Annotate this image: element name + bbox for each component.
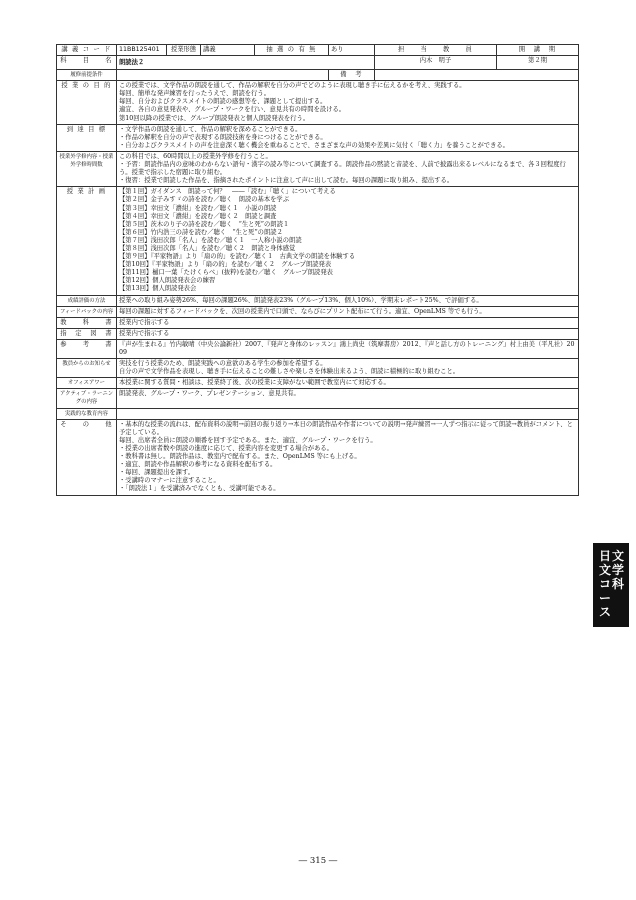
- content-line: 【第10回】『平家物語』より「扇の的」を読む／聴く２ グループ朗読発表: [119, 261, 332, 269]
- content-line: [119, 410, 576, 418]
- row-label: 授 業 計 画: [57, 187, 117, 295]
- content-line: ・適宜、朗読や作品解釈の参考になる資料を配布する。: [119, 461, 277, 469]
- content-line: 【第９回】『平家物語』より「扇の的」を読む／聴く１ 古典文学の朗読を体験する: [119, 253, 356, 261]
- content-row: [57, 317, 579, 328]
- row-label: 到 達 目 標: [57, 124, 117, 151]
- row-label: 教員からのお知らせ: [57, 359, 117, 378]
- content-line: 【第７回】浅田次郎「名人」を読む／聴く１ 一人称小説の朗読: [119, 236, 302, 244]
- content-line: 【第３回】幸田文「濃紺」を読む／聴く１ 小説の朗読: [119, 204, 277, 212]
- content-line: 毎回の課題に対するフィードバックを、次回の授業内で口頭で、ならびにプリント配布にて行う。適宜、OpenLMS 等でも行う。: [119, 307, 486, 315]
- period-label: 開 講 期: [497, 45, 579, 56]
- content-line: 毎回、自分およびクラスメイトの朗読の感想等を、課題として提出する。: [119, 98, 327, 106]
- content-line: ・作品の解釈を自分の声で表現する朗読技術を身につけることができる。: [119, 133, 327, 141]
- content-line: 本授業に関する質問・相談は、授業終了後、次の授業に支障がない範囲で教室内にて対応する。: [119, 379, 390, 387]
- lottery-label: 抽 選 の 有 無: [255, 45, 329, 56]
- prereq-label: 履修前提条件: [57, 70, 117, 81]
- content-line: 【第２回】金子みすゞの詩を読む／聴く 朗読の基本を学ぶ: [119, 196, 290, 204]
- content-line: 朗読発表、グループ・ワーク、プレゼンテーション、意見共有。: [119, 390, 300, 398]
- content-line: この科目では、60時間以上の授業外学修を行うこと。: [119, 152, 272, 160]
- content-row: [57, 389, 579, 408]
- course-code-label: 講 義 コ ー ド: [57, 45, 117, 56]
- content-line: ・復習：授業で朗読した作品を、指摘されたポイントに注意して声に出して読む。毎回の課題に取り組み、提出する。: [119, 177, 454, 185]
- content-line: ・「朗読法１」を受講済みでなくとも、受講可能である。: [119, 485, 280, 493]
- content-line: 【第13回】個人朗読発表会: [119, 285, 197, 293]
- content-row: [57, 81, 579, 124]
- row-label: 授 業 の 目 的: [57, 81, 117, 124]
- content-row: [57, 295, 579, 306]
- format-value: 講義: [201, 45, 255, 56]
- row-label: 指 定 図 書: [57, 328, 117, 339]
- content-row: [57, 339, 579, 358]
- subject-label: 科 目 名: [57, 56, 117, 70]
- content-line: 授業内で指示する: [119, 318, 170, 326]
- content-row: [57, 419, 579, 495]
- row-label: 実践的な教育内容: [57, 408, 117, 419]
- teacher-label: 担 当 教 員: [375, 45, 497, 56]
- content-row: [57, 359, 579, 378]
- content-line: 毎回、簡単な発声練習を行ったうえで、朗読を行う。: [119, 90, 270, 98]
- notes-label: 備 考: [329, 70, 375, 81]
- content-line: 実技を行う授業のため、朗読実践への意欲のある学生の参加を希望する。: [119, 360, 327, 368]
- content-row: [57, 328, 579, 339]
- content-line: ・予習：朗読作品内の意味のわからない語句・漢字の読み等について調査する。朗読作品の黙読と音読を、人前で披露出来るレベルになるまで、各３回程度行う。授業で指示した宿題に取り組む。: [119, 161, 566, 177]
- content-line: 【第11回】樋口一葉「たけくらべ」(抜粋)を読む／聴く グループ朗読発表: [119, 269, 333, 277]
- content-line: 【第４回】幸田文「濃紺」を読む／聴く２ 朗読と調査: [119, 212, 277, 220]
- row-label: 参 考 書: [57, 339, 117, 358]
- row-content: [117, 317, 579, 328]
- row-content: [117, 124, 579, 151]
- row-content: [117, 151, 579, 186]
- syllabus-table: [56, 44, 579, 496]
- row-content: [117, 359, 579, 378]
- content-line: 『声が生まれる』竹内敏晴（中央公論新社）2007、『発声と身体のレッスン』鴻上尚史（筑摩書房）2012、『声と話し方のトレーニング』村上由美（平凡社）2009: [119, 340, 575, 356]
- row-label: フィードバックの内容: [57, 306, 117, 317]
- content-line: ・教科書は無し。朗読作品は、教室内で配布する。また、OpenLMS 等にも上げる。: [119, 453, 361, 461]
- row-label: 教 科 書: [57, 317, 117, 328]
- teacher-name: 内木 明子: [375, 56, 497, 70]
- content-line: ・文学作品の朗読を通して、作品の解釈を深めることができる。: [119, 125, 302, 133]
- section-side-tab: [593, 543, 629, 627]
- content-line: ・自分およびクラスメイトの声を注意深く聴く機会を重ねることで、さまざまな声の効果や差異に気付く「聴く力」を養うことができる。: [119, 141, 509, 149]
- row-content: [117, 389, 579, 408]
- content-rows: [57, 81, 579, 495]
- content-line: 【第８回】浅田次郎「名人」を読む／聴く２ 朗読と身体感覚: [119, 244, 296, 252]
- row-label: そ の 他: [57, 419, 117, 495]
- period-value: 第２期: [497, 56, 579, 70]
- content-line: ・受講時のマナーに注意すること。: [119, 477, 220, 485]
- content-line: 適宜、各自の意見発表や、グループ・ワークを行い、意見共有の時間を設ける。: [119, 106, 346, 114]
- row-content: [117, 295, 579, 306]
- content-line: 【第５回】茨木のり子の詩を読む／聴く “生と死”の朗読１: [119, 220, 290, 228]
- content-line: ・基本的な授業の流れは、配布資料の説明→前回の振り返り→本日の朗読作品や作者についての説明→発声練習→一人ずつ指示に従って朗読→教員がコメント、と予定している。: [119, 420, 573, 436]
- content-line: ・毎回、課題提出を課す。: [119, 469, 195, 477]
- content-line: この授業では、文学作品の朗読を通して、作品の解釈を自分の声でどのように表現し聴き手に伝えるかを考え、実践する。: [119, 82, 466, 90]
- content-line: 【第６回】竹内浩三の詩を読む／聴く “生と死”の朗読２: [119, 228, 283, 236]
- side-tab-course: 日文コース: [598, 549, 611, 619]
- content-row: [57, 408, 579, 419]
- row-content: [117, 378, 579, 389]
- content-line: 授業への取り組み姿勢26%、毎回の課題26%、朗読発表23%（グループ13%、個人10%）、学期末レポート25%、で評価する。: [119, 296, 483, 304]
- content-line: 第10回以降の授業では、グループ朗読発表と個人朗読発表を行う。: [119, 114, 310, 122]
- content-row: [57, 187, 579, 295]
- lottery-value: あり: [329, 45, 375, 56]
- format-label: 授業形態: [167, 45, 201, 56]
- content-line: 授業内で指示する: [119, 329, 170, 337]
- notes-value: [375, 70, 579, 81]
- content-line: 毎回、出席者全員に朗読の順番を回す予定である。また、適宜、グループ・ワークを行う。: [119, 436, 377, 444]
- row-label: アクティブ・ラーニングの内容: [57, 389, 117, 408]
- row-content: [117, 328, 579, 339]
- content-row: [57, 306, 579, 317]
- course-code-value: 11BB125401: [117, 45, 167, 56]
- row-content: [117, 339, 579, 358]
- content-line: 【第１回】ガイダンス 朗読って何？ ――「読む」「聴く」について考える: [119, 188, 336, 196]
- row-content: [117, 81, 579, 124]
- row-content: [117, 306, 579, 317]
- header-row-2: [57, 56, 579, 70]
- side-tab-department: 文学科: [611, 549, 624, 591]
- row-content: [117, 419, 579, 495]
- header-row-1: [57, 45, 579, 56]
- prereq-value: [117, 70, 329, 81]
- subject-title: 朗読法２: [117, 56, 375, 70]
- content-line: 【第12回】個人朗読発表会の練習: [119, 277, 216, 285]
- header-row-3: [57, 70, 579, 81]
- row-label: 成績評価の方法: [57, 295, 117, 306]
- page-number: ― 315 ―: [298, 856, 338, 866]
- content-row: [57, 151, 579, 186]
- syllabus-sheet: [56, 44, 578, 496]
- row-label: 授業外学修内容・授業外学修時間数: [57, 151, 117, 186]
- content-line: ・授業の出席者数や朗読の進度に応じて、授業内容を変更する場合がある。: [119, 444, 333, 452]
- content-row: [57, 378, 579, 389]
- content-row: [57, 124, 579, 151]
- row-content: [117, 408, 579, 419]
- row-label: オフィスアワー: [57, 378, 117, 389]
- row-content: [117, 187, 579, 295]
- content-line: 自分の声で文学作品を表現し、聴き手に伝えることの難しさや楽しさを体験出来るよう、朗読に積極的に取り組むこと。: [119, 368, 460, 376]
